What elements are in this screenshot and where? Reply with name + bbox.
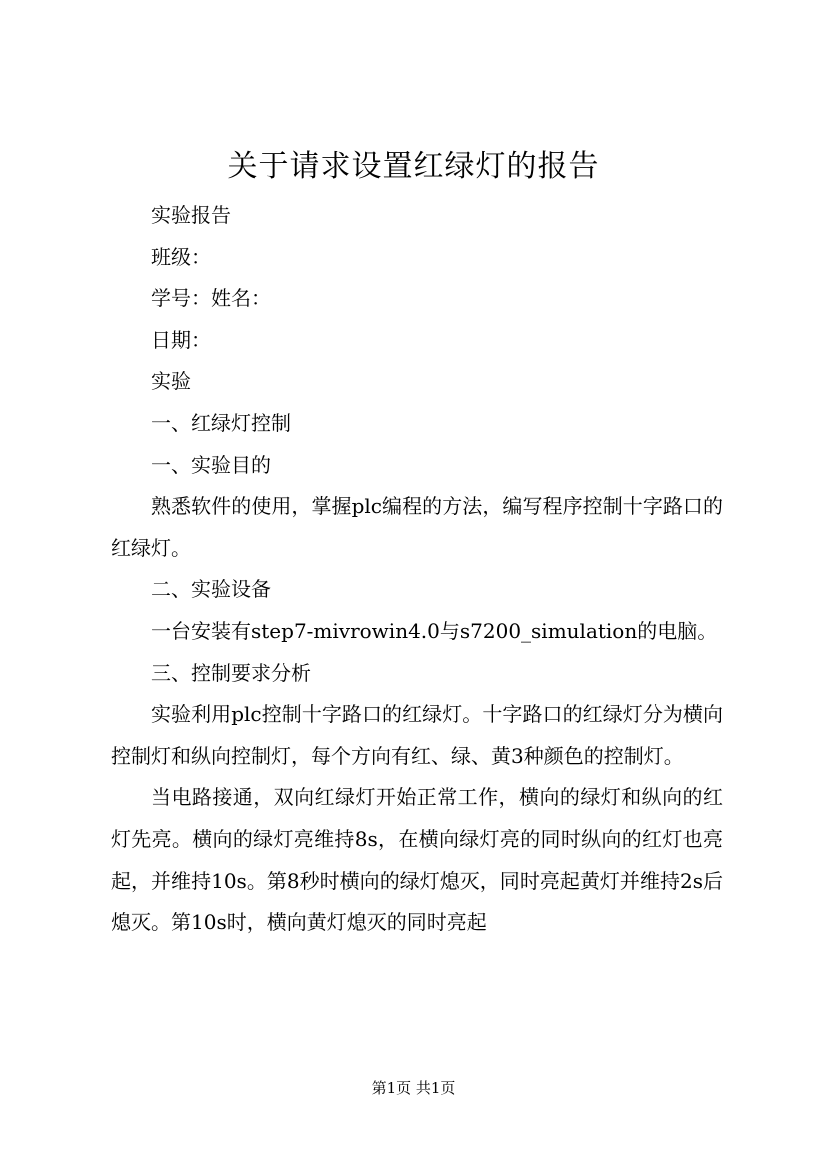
paragraph: 学号：姓名： [151,286,271,311]
document-title: 关于请求设置红绿灯的报告 [227,149,600,184]
paragraph: 日期： [151,327,211,352]
paragraph: 熟悉软件的使用，掌握plc编程的方法，编写程序控制十字路口的红绿灯。 [111,494,723,560]
document-body [111,195,723,944]
paragraph: 班级： [151,244,211,269]
page-footer: 第1页 共1页 [371,1079,456,1097]
paragraph: 一、红绿灯控制 [151,410,291,435]
paragraph: 实验利用plc控制十字路口的红绿灯。十字路口的红绿灯分为横向控制灯和纵向控制灯，每个方向有红、绿、黄3种颜色的控制灯。 [111,702,723,768]
paragraph: 三、控制要求分析 [151,660,311,685]
paragraph: 二、实验设备 [151,577,271,602]
paragraph: 一台安装有step7-mivrowin4.0与s7200_simulation的电脑。 [151,618,718,643]
paragraph: 一、实验目的 [151,452,271,477]
paragraph: 实验 [151,369,191,394]
paragraph: 实验报告 [151,203,231,227]
paragraph: 当电路接通，双向红绿灯开始正常工作，横向的绿灯和纵向的红灯先亮。横向的绿灯亮维持8s，在横向绿灯亮的同时纵向的红灯也亮起，并维持10s。第8秒时横向的绿灯熄灭，同时亮起黄灯并维持2s后熄灭。第10s时，横向黄灯熄灭的同时亮起 [111,785,723,935]
